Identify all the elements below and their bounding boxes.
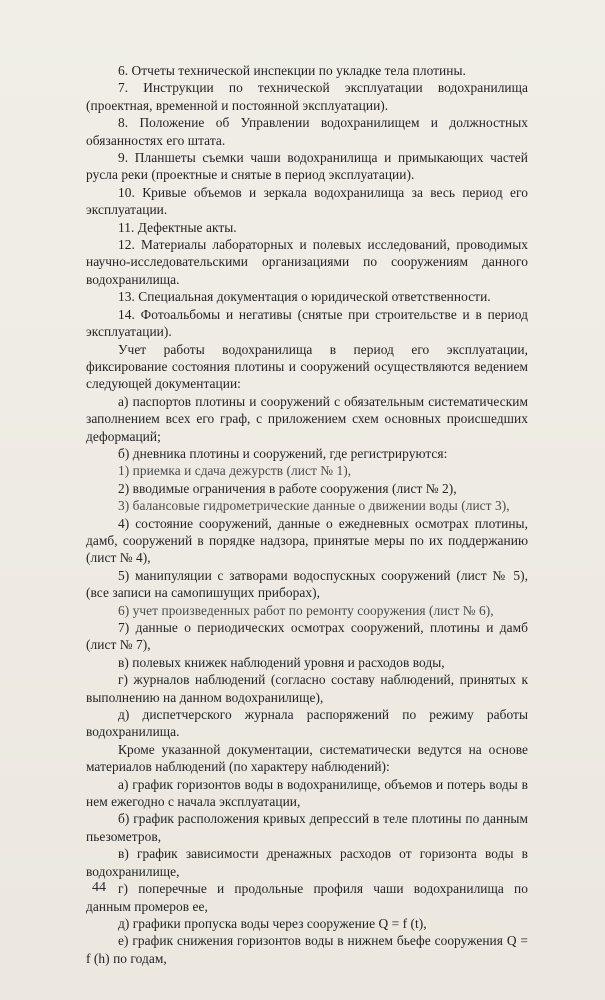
subitem-d-dispatcher-journal: д) диспетчерского журнала распоряжений по режиму работы водохранилища.: [86, 707, 528, 740]
diary-sheet-5: 5) манипуляции с затворами водоспускных сооружений (лист № 5), (все записи на самопишущих приборах),: [86, 567, 528, 601]
diary-sheet-2: 2) вводимые ограничения в работе сооружения (лист № 2),: [118, 480, 457, 496]
diary-sheet-7: 7) данные о периодических осмотрах сооружений, плотины и дамб (лист № 7),: [86, 620, 528, 653]
list-item-10: 10. Кривые объемов и зеркала водохранилища за весь период его эксплуатации.: [86, 184, 528, 218]
graph-b-depression-curves: б) график расположения кривых депрессий в теле плотины по данным пьезометров,: [86, 811, 528, 844]
diary-sheet-1: 1) приемка и сдача дежурств (лист № 1),: [118, 463, 352, 479]
list-item-12: 12. Материалы лабораторных и полевых исследований, проводимых научно-исследовательскими организациями по сооружениям данного водохранилища.: [86, 237, 528, 287]
list-item-9: 9. Планшеты съемки чаши водохранилища и примыкающих частей русла реки (проектные и снятые в период эксплуатации).: [86, 150, 528, 183]
list-item-8: 8. Положение об Управлении водохранилищем и должностных обязанностях его штата.: [86, 115, 528, 148]
page-number: 44: [92, 880, 106, 895]
diary-sheet-4: 4) состояние сооружений, данные о ежедневных осмотрах плотины, дамб, сооружений в порядке надзора, принятые меры по их поддержанию (лист № 4),: [86, 515, 528, 566]
graph-g-profiles: г) поперечные и продольные профиля чаши водохранилища по данным промеров ее,: [86, 881, 528, 914]
diary-sheet-3: 3) балансовые гидрометрические данные о движении воды (лист 3),: [118, 498, 510, 514]
graph-a-water-levels: а) график горизонтов воды в водохранилище, объемов и потерь воды в нем ежегодно с начала эксплуатации,: [86, 776, 528, 810]
list-item-6: 6. Отчеты технической инспекции по укладке тела плотины.: [118, 63, 466, 78]
subitem-g-journals: г) журналов наблюдений (согласно составу наблюдений, принятых к выполнению на данном водохранилище),: [86, 672, 528, 705]
graph-v-drainage: в) график зависимости дренажных расходов от горизонта воды в водохранилище,: [86, 846, 528, 879]
body-text: [86, 62, 528, 967]
graph-e-tailwater: е) график снижения горизонтов воды в нижнем бьефе сооружения Q = f (h) по годам,: [86, 933, 528, 966]
list-item-14: 14. Фотоальбомы и негативы (снятые при строительстве и в период эксплуатации).: [86, 306, 528, 340]
subitem-v-field-books: в) полевых книжек наблюдений уровня и расходов воды,: [118, 654, 445, 670]
paragraph-additional-docs: Кроме указанной документации, систематически ведутся на основе материалов наблюдений (по характеру наблюдений):: [86, 741, 528, 775]
subitem-b-diary: б) дневника плотины и сооружений, где регистрируются:: [118, 445, 448, 461]
subitem-a-passports: а) паспортов плотины и сооружений с обязательным систематическим заполнением всех его граф, с приложением схем основных происшедших деформаций;: [86, 393, 528, 444]
graph-d-water-pass: д) графики пропуска воды через сооружение Q = f (t),: [118, 915, 427, 931]
list-item-7: 7. Инструкции по технической эксплуатации водохранилища (проектная, временной и постоянной эксплуатации).: [86, 80, 528, 113]
paragraph-accounting: Учет работы водохранилища в период его эксплуатации, фиксирование состояния плотины и сооружений осуществляются ведением следующей документации:: [86, 341, 528, 392]
list-item-11: 11. Дефектные акты.: [118, 219, 237, 235]
list-item-13: 13. Специальная документация о юридической ответственности.: [118, 289, 491, 305]
diary-sheet-6: 6) учет произведенных работ по ремонту сооружения (лист № 6),: [118, 602, 494, 618]
